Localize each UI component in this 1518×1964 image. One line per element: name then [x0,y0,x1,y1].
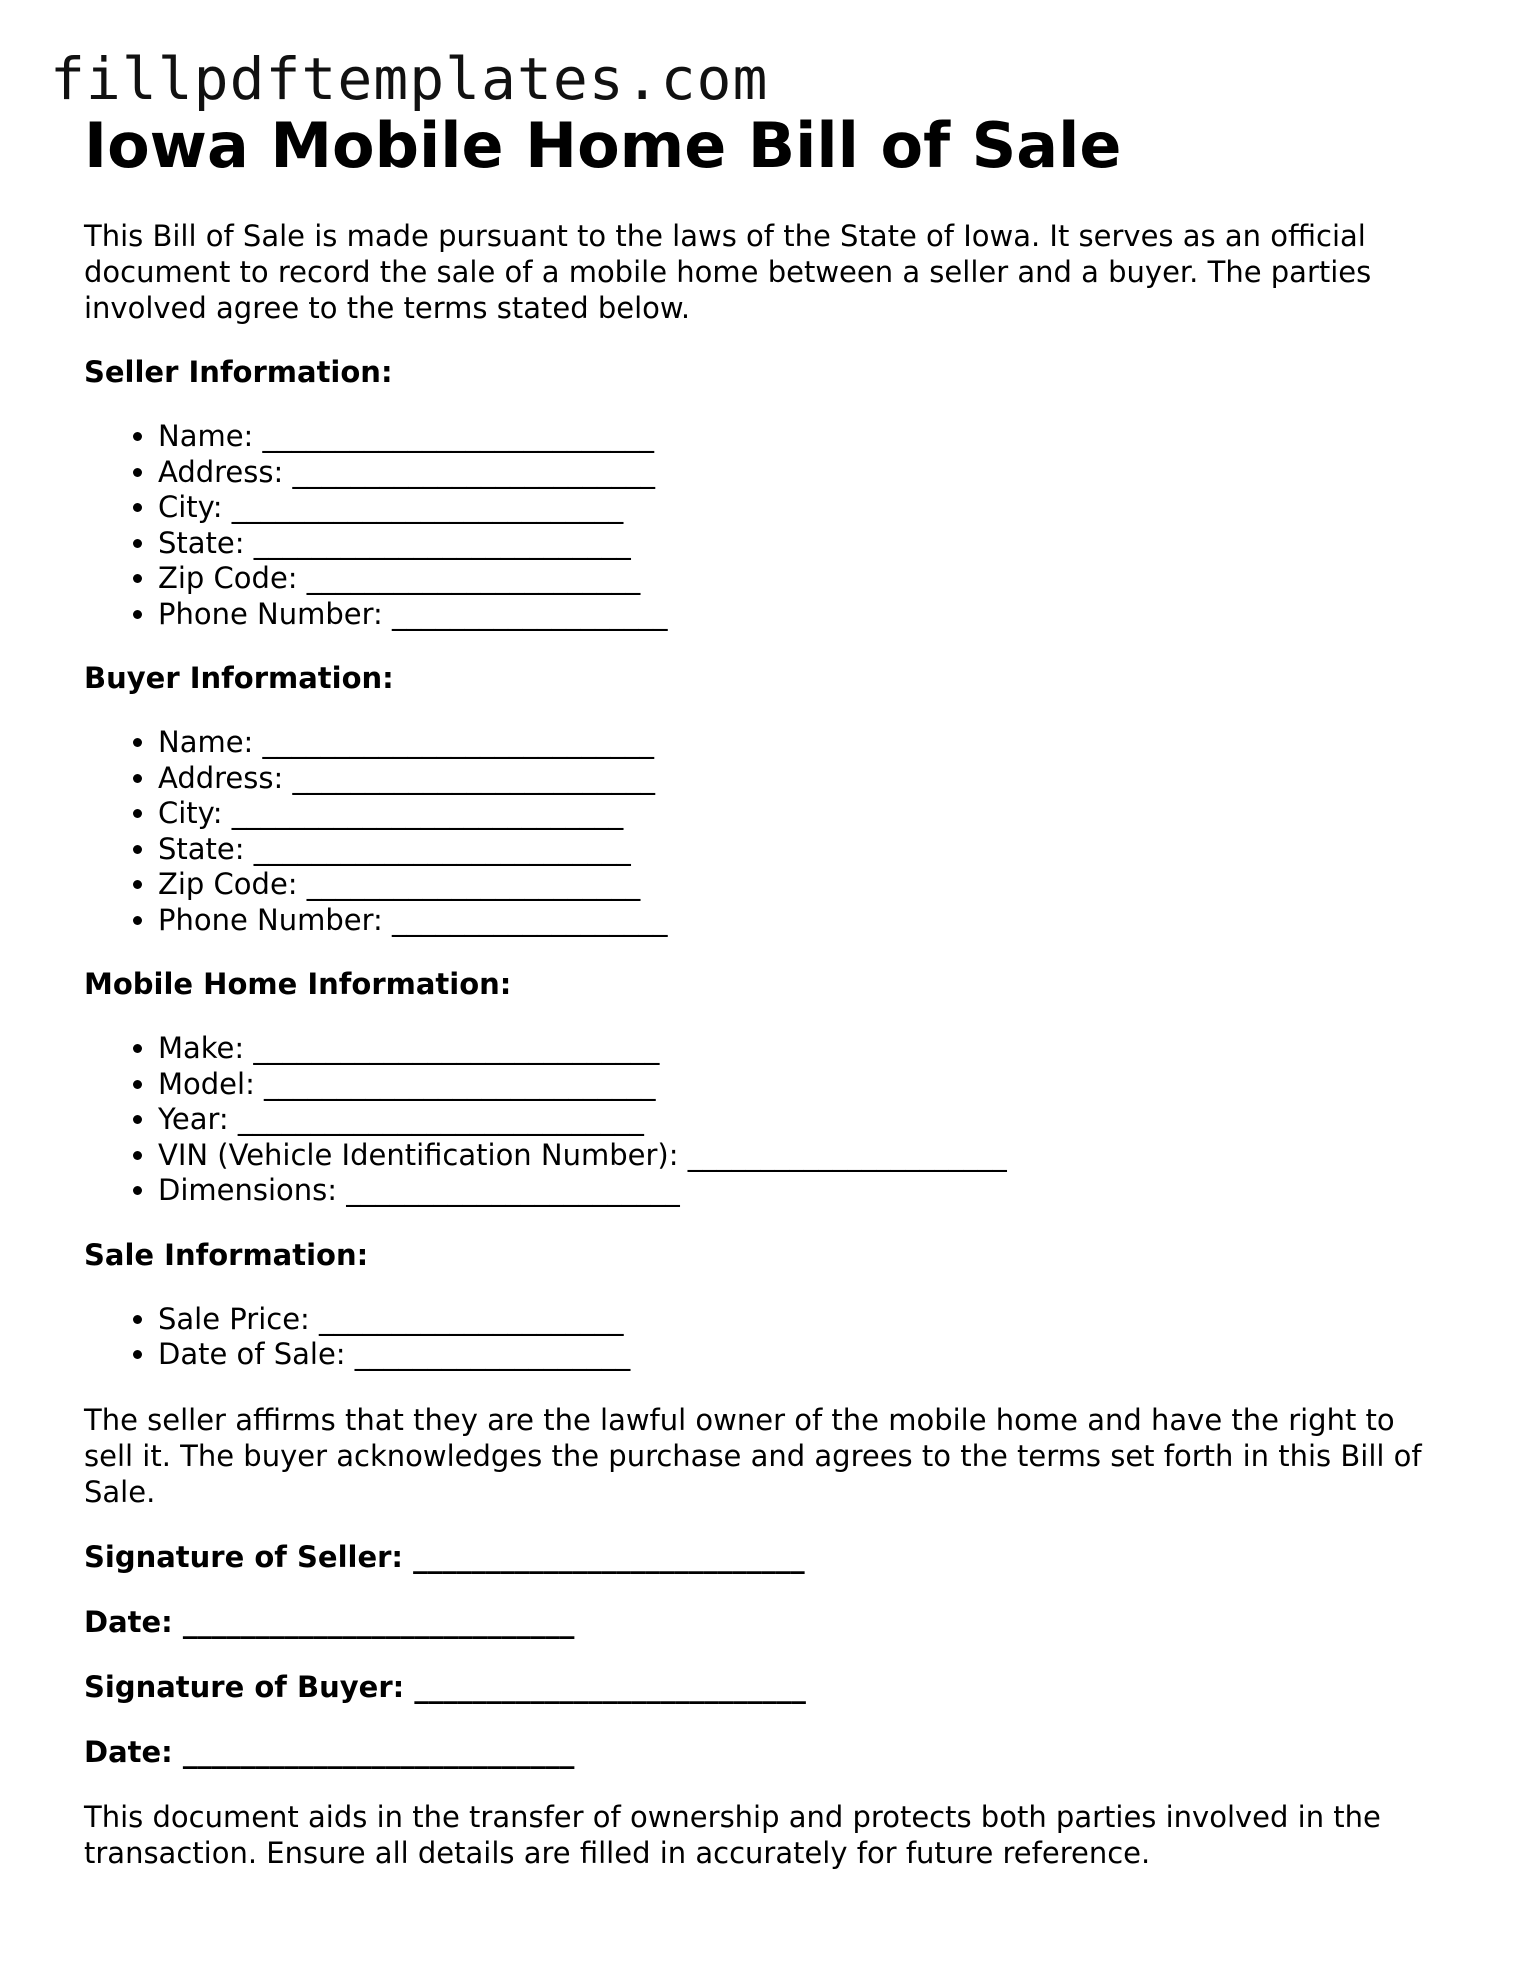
seller-city-field[interactable]: • City: ___________________________ [158,490,1434,526]
model-field[interactable]: • Model: ___________________________ [158,1067,1434,1103]
buyer-phone-field[interactable]: • Phone Number: ___________________ [158,903,1434,939]
sale-price-field[interactable]: • Sale Price: _____________________ [158,1302,1434,1338]
buyer-list [84,725,1434,938]
year-field[interactable]: • Year: ____________________________ [158,1102,1434,1138]
sale-heading: Sale Information: [84,1237,369,1272]
footer-paragraph: This document aids in the transfer of ownership and protects both parties involved in the transaction. Ensure all details are filled in accurately for future reference. [84,1799,1381,1870]
buyer-city-field[interactable]: • City: ___________________________ [158,796,1434,832]
buyer-name-field[interactable]: • Name: ___________________________ [158,725,1434,761]
document-title: Iowa Mobile Home Bill of Sale [84,109,1122,182]
seller-state-field[interactable]: • State: __________________________ [158,526,1434,562]
seller-address-field[interactable]: • Address: _________________________ [158,455,1434,491]
make-field[interactable]: • Make: ____________________________ [158,1031,1434,1067]
buyer-state-field[interactable]: • State: __________________________ [158,832,1434,868]
seller-date-line[interactable]: Date: ___________________________ [84,1604,575,1639]
vin-field[interactable]: • VIN (Vehicle Identification Number): ______________________ [158,1138,1434,1174]
seller-zip-field[interactable]: • Zip Code: _______________________ [158,561,1434,597]
seller-signature-line[interactable]: Signature of Seller: ___________________________ [84,1539,805,1574]
buyer-heading: Buyer Information: [84,661,394,695]
buyer-date-line[interactable]: Date: ___________________________ [84,1734,575,1769]
mobile-home-list [84,1031,1434,1209]
seller-phone-field[interactable]: • Phone Number: ___________________ [158,597,1434,633]
buyer-address-field[interactable]: • Address: _________________________ [158,761,1434,797]
seller-list [84,419,1434,632]
buyer-signature-line[interactable]: Signature of Buyer: ___________________________ [84,1669,806,1704]
mobile-home-heading: Mobile Home Information: [84,967,512,1001]
sale-list [84,1302,1434,1373]
seller-name-field[interactable]: • Name: ___________________________ [158,419,1434,455]
dimensions-field[interactable]: • Dimensions: _______________________ [158,1173,1434,1209]
date-of-sale-field[interactable]: • Date of Sale: ___________________ [158,1337,1434,1373]
affirmation-paragraph: The seller affirms that they are the lawful owner of the mobile home and have the right to sell it. The buyer acknowledges the purchase and agrees to the terms set forth in this Bill of Sale. [84,1402,1422,1509]
document-body [84,110,1434,1871]
seller-heading: Seller Information: [84,355,393,389]
watermark: fillpdftemplates.com [50,45,769,113]
buyer-zip-field[interactable]: • Zip Code: _______________________ [158,867,1434,903]
intro-paragraph: This Bill of Sale is made pursuant to the laws of the State of Iowa. It serves as an official document to record the sale of a mobile home between a seller and a buyer. The parties involved agree to the terms stated below. [84,219,1372,325]
